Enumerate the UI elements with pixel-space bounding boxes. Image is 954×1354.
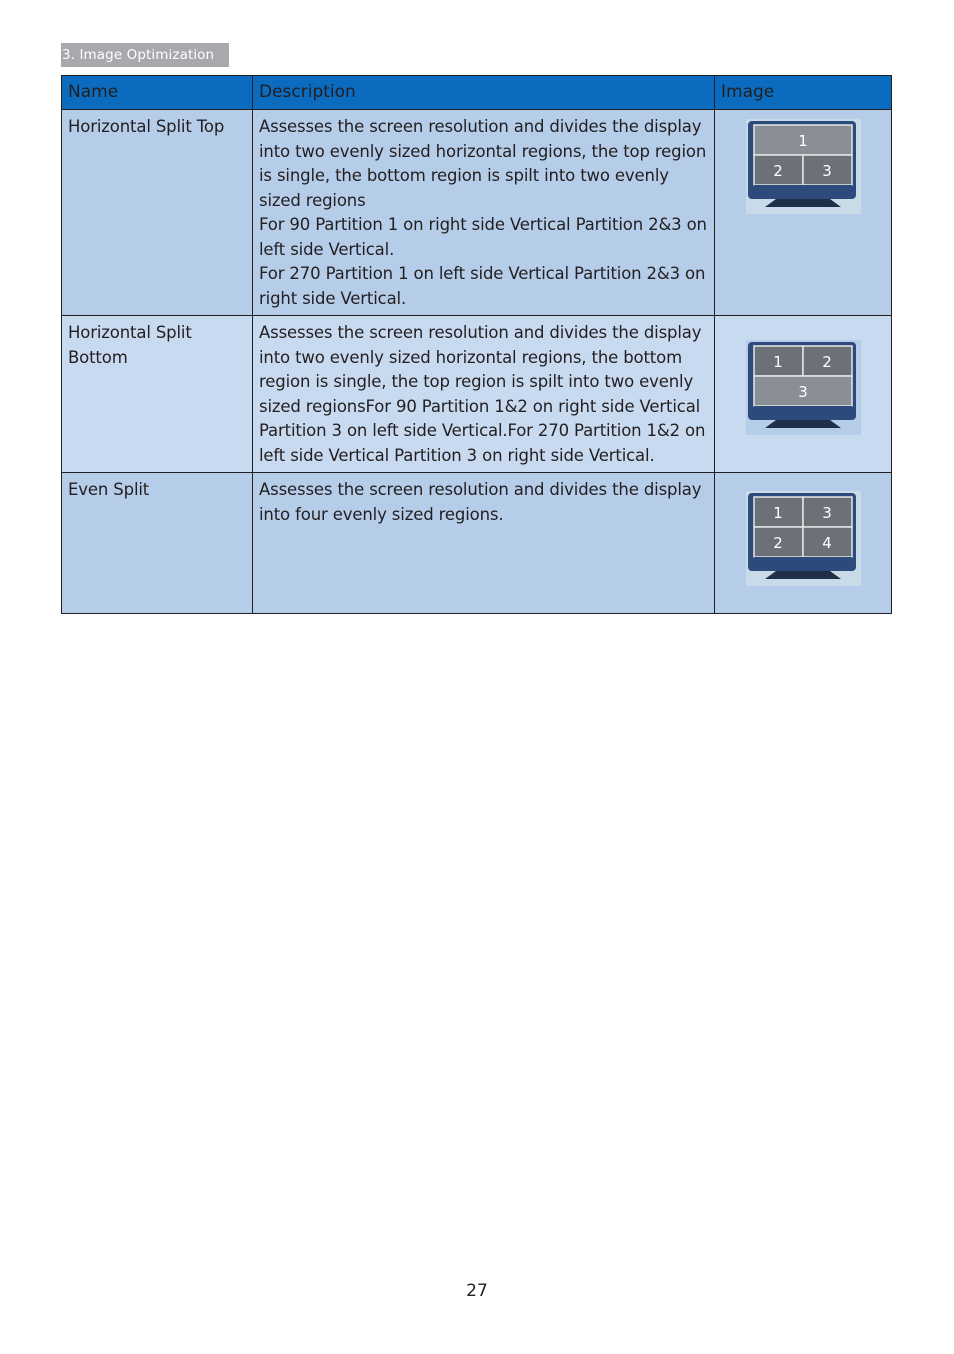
monitor-even-split-icon	[746, 491, 861, 586]
table-row	[62, 110, 892, 316]
table-row	[62, 473, 892, 614]
partition-label: 2	[821, 353, 832, 371]
row-description	[253, 110, 715, 316]
header-name: Name	[62, 76, 253, 110]
partition-label: 1	[772, 504, 783, 522]
partition-label: 4	[821, 534, 832, 552]
partition-label: 1	[772, 353, 783, 371]
partition-label: 1	[797, 132, 808, 150]
monitor-split-bottom-icon	[746, 340, 861, 435]
description-line: Assesses the screen resolution and divides the display into two evenly sized horizontal regions, the bottom region is single, the top region is spilt into two evenly sized regionsFor 90 Partition 1&2 on right side Vertical Partition 3 on left side Vertical.For 270 Partition 1&2 on left side Vertical Partition 3 on right side Vertical.	[259, 323, 706, 465]
row-name: Horizontal Split Top	[62, 110, 253, 316]
partition-label: 2	[772, 162, 783, 180]
table-header-row	[62, 76, 892, 110]
row-name: Even Split	[62, 473, 253, 614]
row-image	[715, 316, 892, 473]
partition-label: 2	[772, 534, 783, 552]
description-line: For 90 Partition 1 on right side Vertical Partition 2&3 on left side Vertical.	[259, 215, 707, 259]
description-line: Assesses the screen resolution and divides the display into two evenly sized horizontal regions, the top region is single, the bottom region is spilt into two evenly sized regions	[259, 117, 707, 210]
partition-label: 3	[821, 504, 832, 522]
header-image: Image	[715, 76, 892, 110]
table-row	[62, 316, 892, 473]
row-image	[715, 110, 892, 316]
row-name: Horizontal Split Bottom	[62, 316, 253, 473]
header-description: Description	[253, 76, 715, 110]
partition-label: 3	[821, 162, 832, 180]
partition-table	[61, 75, 892, 614]
description-line: Assesses the screen resolution and divides the display into four evenly sized regions.	[259, 480, 702, 524]
row-image	[715, 473, 892, 614]
row-description	[253, 316, 715, 473]
monitor-split-top-icon	[746, 119, 861, 214]
row-description	[253, 473, 715, 614]
partition-label: 3	[797, 383, 808, 401]
section-label: 3. Image Optimization	[61, 43, 229, 67]
page-number: 27	[466, 1281, 488, 1301]
description-line: For 270 Partition 1 on left side Vertical Partition 2&3 on right side Vertical.	[259, 264, 706, 308]
